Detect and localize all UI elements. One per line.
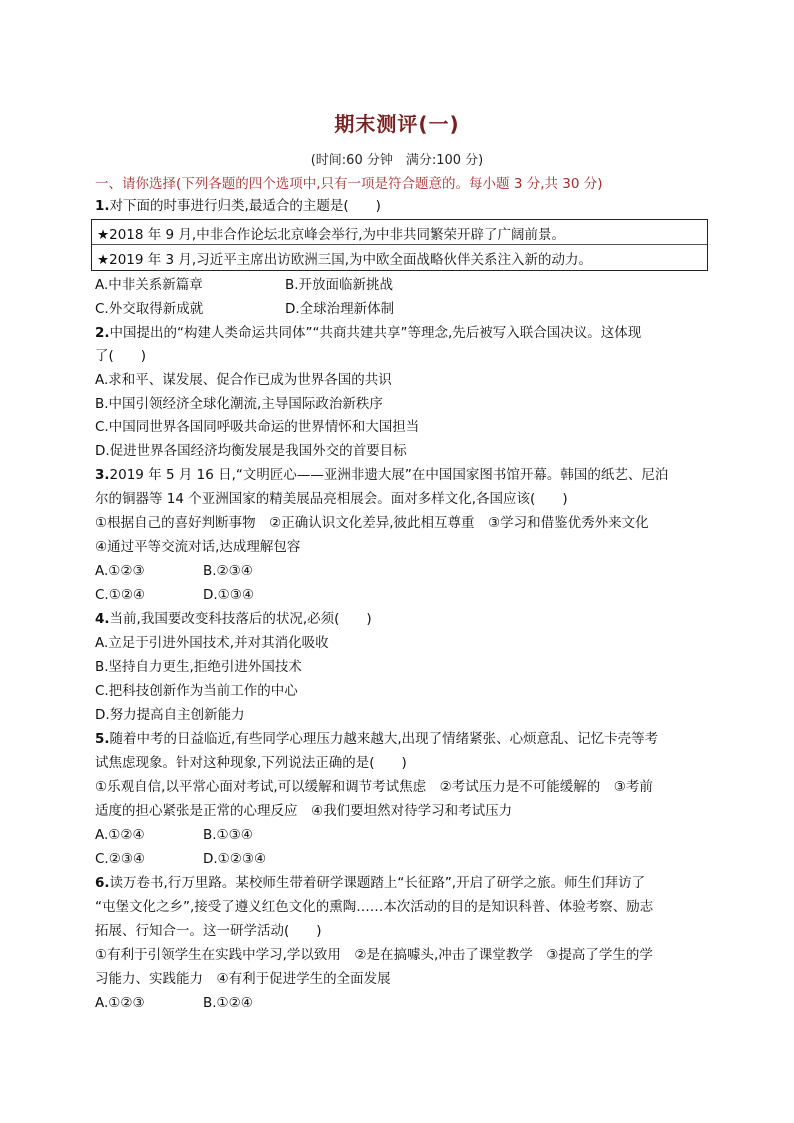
statement-items: 习能力、实践能力 ④有利于促进学生的全面发展 [95, 971, 391, 987]
option-c: C.②③④ [95, 851, 146, 867]
option-b: B.中国引领经济全球化潮流,主导国际政治新秩序 [95, 396, 383, 412]
question-1-stem [95, 197, 381, 215]
statement-items: ①根据自己的喜好判断事物 ②正确认识文化差异,彼此相互尊重 ③学习和借鉴优秀外来文化 [95, 515, 649, 531]
question-text: 中国提出的“构建人类命运共同体”“共商共建共享”等理念,先后被写入联合国决议。这体现 [109, 325, 642, 341]
option-a: A.立足于引进外国技术,并对其消化吸收 [95, 635, 329, 651]
option-a: A.求和平、谋发展、促合作已成为世界各国的共识 [95, 372, 392, 388]
news-item: ★2019 年 3 月,习近平主席出访欧洲三国,为中欧全面战略伙伴关系注入新的动力。 [97, 252, 593, 268]
option-c: C.①②④ [95, 587, 146, 603]
option-d: D.①③④ [203, 587, 254, 603]
question-number: 5. [95, 731, 110, 747]
question-number: 2. [95, 325, 110, 341]
options-row [95, 586, 254, 604]
options-row [95, 850, 267, 868]
option-a: A.①②③ [95, 563, 145, 579]
page-title: 期末测评(一) [334, 112, 460, 136]
option-b: B.②③④ [203, 563, 253, 579]
option-d: D.努力提高自主创新能力 [95, 707, 245, 723]
question-text: 对下面的时事进行归类,最适合的主题是( ) [109, 198, 381, 214]
option-c: C.中国同世界各国同呼吸共命运的世界情怀和大国担当 [95, 419, 420, 435]
statement-items: ①乐观自信,以平常心面对考试,可以缓解和调节考试焦虑 ②考试压力是不可能缓解的 ③考前 [95, 779, 653, 795]
option-a: A.①②③ [95, 995, 145, 1011]
question-4-stem [95, 610, 372, 628]
option-c: C.外交取得新成就 [95, 301, 204, 317]
option-b: B.坚持自力更生,拒绝引进外国技术 [95, 659, 302, 675]
exam-time-score: (时间:60 分钟 满分:100 分) [310, 153, 484, 168]
options-row [95, 562, 253, 580]
option-c: C.把科技创新作为当前工作的中心 [95, 683, 298, 699]
options-row [95, 994, 253, 1012]
news-box [91, 219, 708, 271]
question-number: 1. [95, 198, 110, 214]
question-text: 读万卷书,行万里路。某校师生带着研学课题踏上“长征路”,开启了研学之旅。师生们拜访了 [109, 875, 646, 891]
option-b: B.①②④ [203, 995, 253, 1011]
question-text: 2019 年 5 月 16 日,“文明匠心——亚洲非遗大展”在中国国家图书馆开幕。韩国的纸艺、尼泊 [109, 467, 669, 483]
option-b: B.①③④ [203, 827, 253, 843]
question-number: 6. [95, 875, 110, 891]
question-text: 尔的铜器等 14 个亚洲国家的精美展品亮相展会。面对多样文化,各国应该( ) [95, 491, 568, 507]
options-row [95, 300, 395, 318]
question-text: 试焦虑现象。针对这种现象,下列说法正确的是( ) [95, 755, 407, 771]
statement-items: ④通过平等交流对话,达成理解包容 [95, 539, 301, 555]
question-text: 了( ) [95, 348, 147, 364]
options-row [95, 276, 394, 294]
options-row [95, 826, 253, 844]
box-divider [92, 244, 707, 245]
section-heading: 一、请你选择(下列各题的四个选项中,只有一项是符合题意的。每小题 3 分,共 30 分) [95, 176, 603, 192]
option-d: D.①②③④ [203, 851, 267, 867]
option-d: D.促进世界各国经济均衡发展是我国外交的首要目标 [95, 443, 407, 459]
question-3-stem [95, 466, 668, 484]
question-6-stem [95, 874, 645, 892]
option-a: A.中非关系新篇章 [95, 277, 203, 293]
option-b: B.开放面临新挑战 [285, 277, 394, 293]
question-text: 拓展、行知合一。这一研学活动( ) [95, 923, 322, 939]
question-number: 4. [95, 611, 110, 627]
question-number: 3. [95, 467, 110, 483]
question-text: “屯堡文化之乡”,接受了遵义红色文化的熏陶……本次活动的目的是知识科普、体验考察、励志 [95, 899, 654, 915]
statement-items: 适度的担心紧张是正常的心理反应 ④我们要坦然对待学习和考试压力 [95, 803, 513, 819]
question-5-stem [95, 730, 658, 748]
option-a: A.①②④ [95, 827, 145, 843]
option-d: D.全球治理新体制 [285, 301, 395, 317]
news-item: ★2018 年 9 月,中非合作论坛北京峰会举行,为中非共同繁荣开辟了广阔前景。 [97, 227, 566, 243]
question-text: 当前,我国要改变科技落后的状况,必须( ) [109, 611, 372, 627]
question-2-stem [95, 324, 641, 342]
question-text: 随着中考的日益临近,有些同学心理压力越来越大,出现了情绪紧张、心烦意乱、记忆卡壳等考 [109, 731, 659, 747]
statement-items: ①有利于引领学生在实践中学习,学以致用 ②是在搞噱头,冲击了课堂教学 ③提高了学生的学 [95, 947, 653, 963]
